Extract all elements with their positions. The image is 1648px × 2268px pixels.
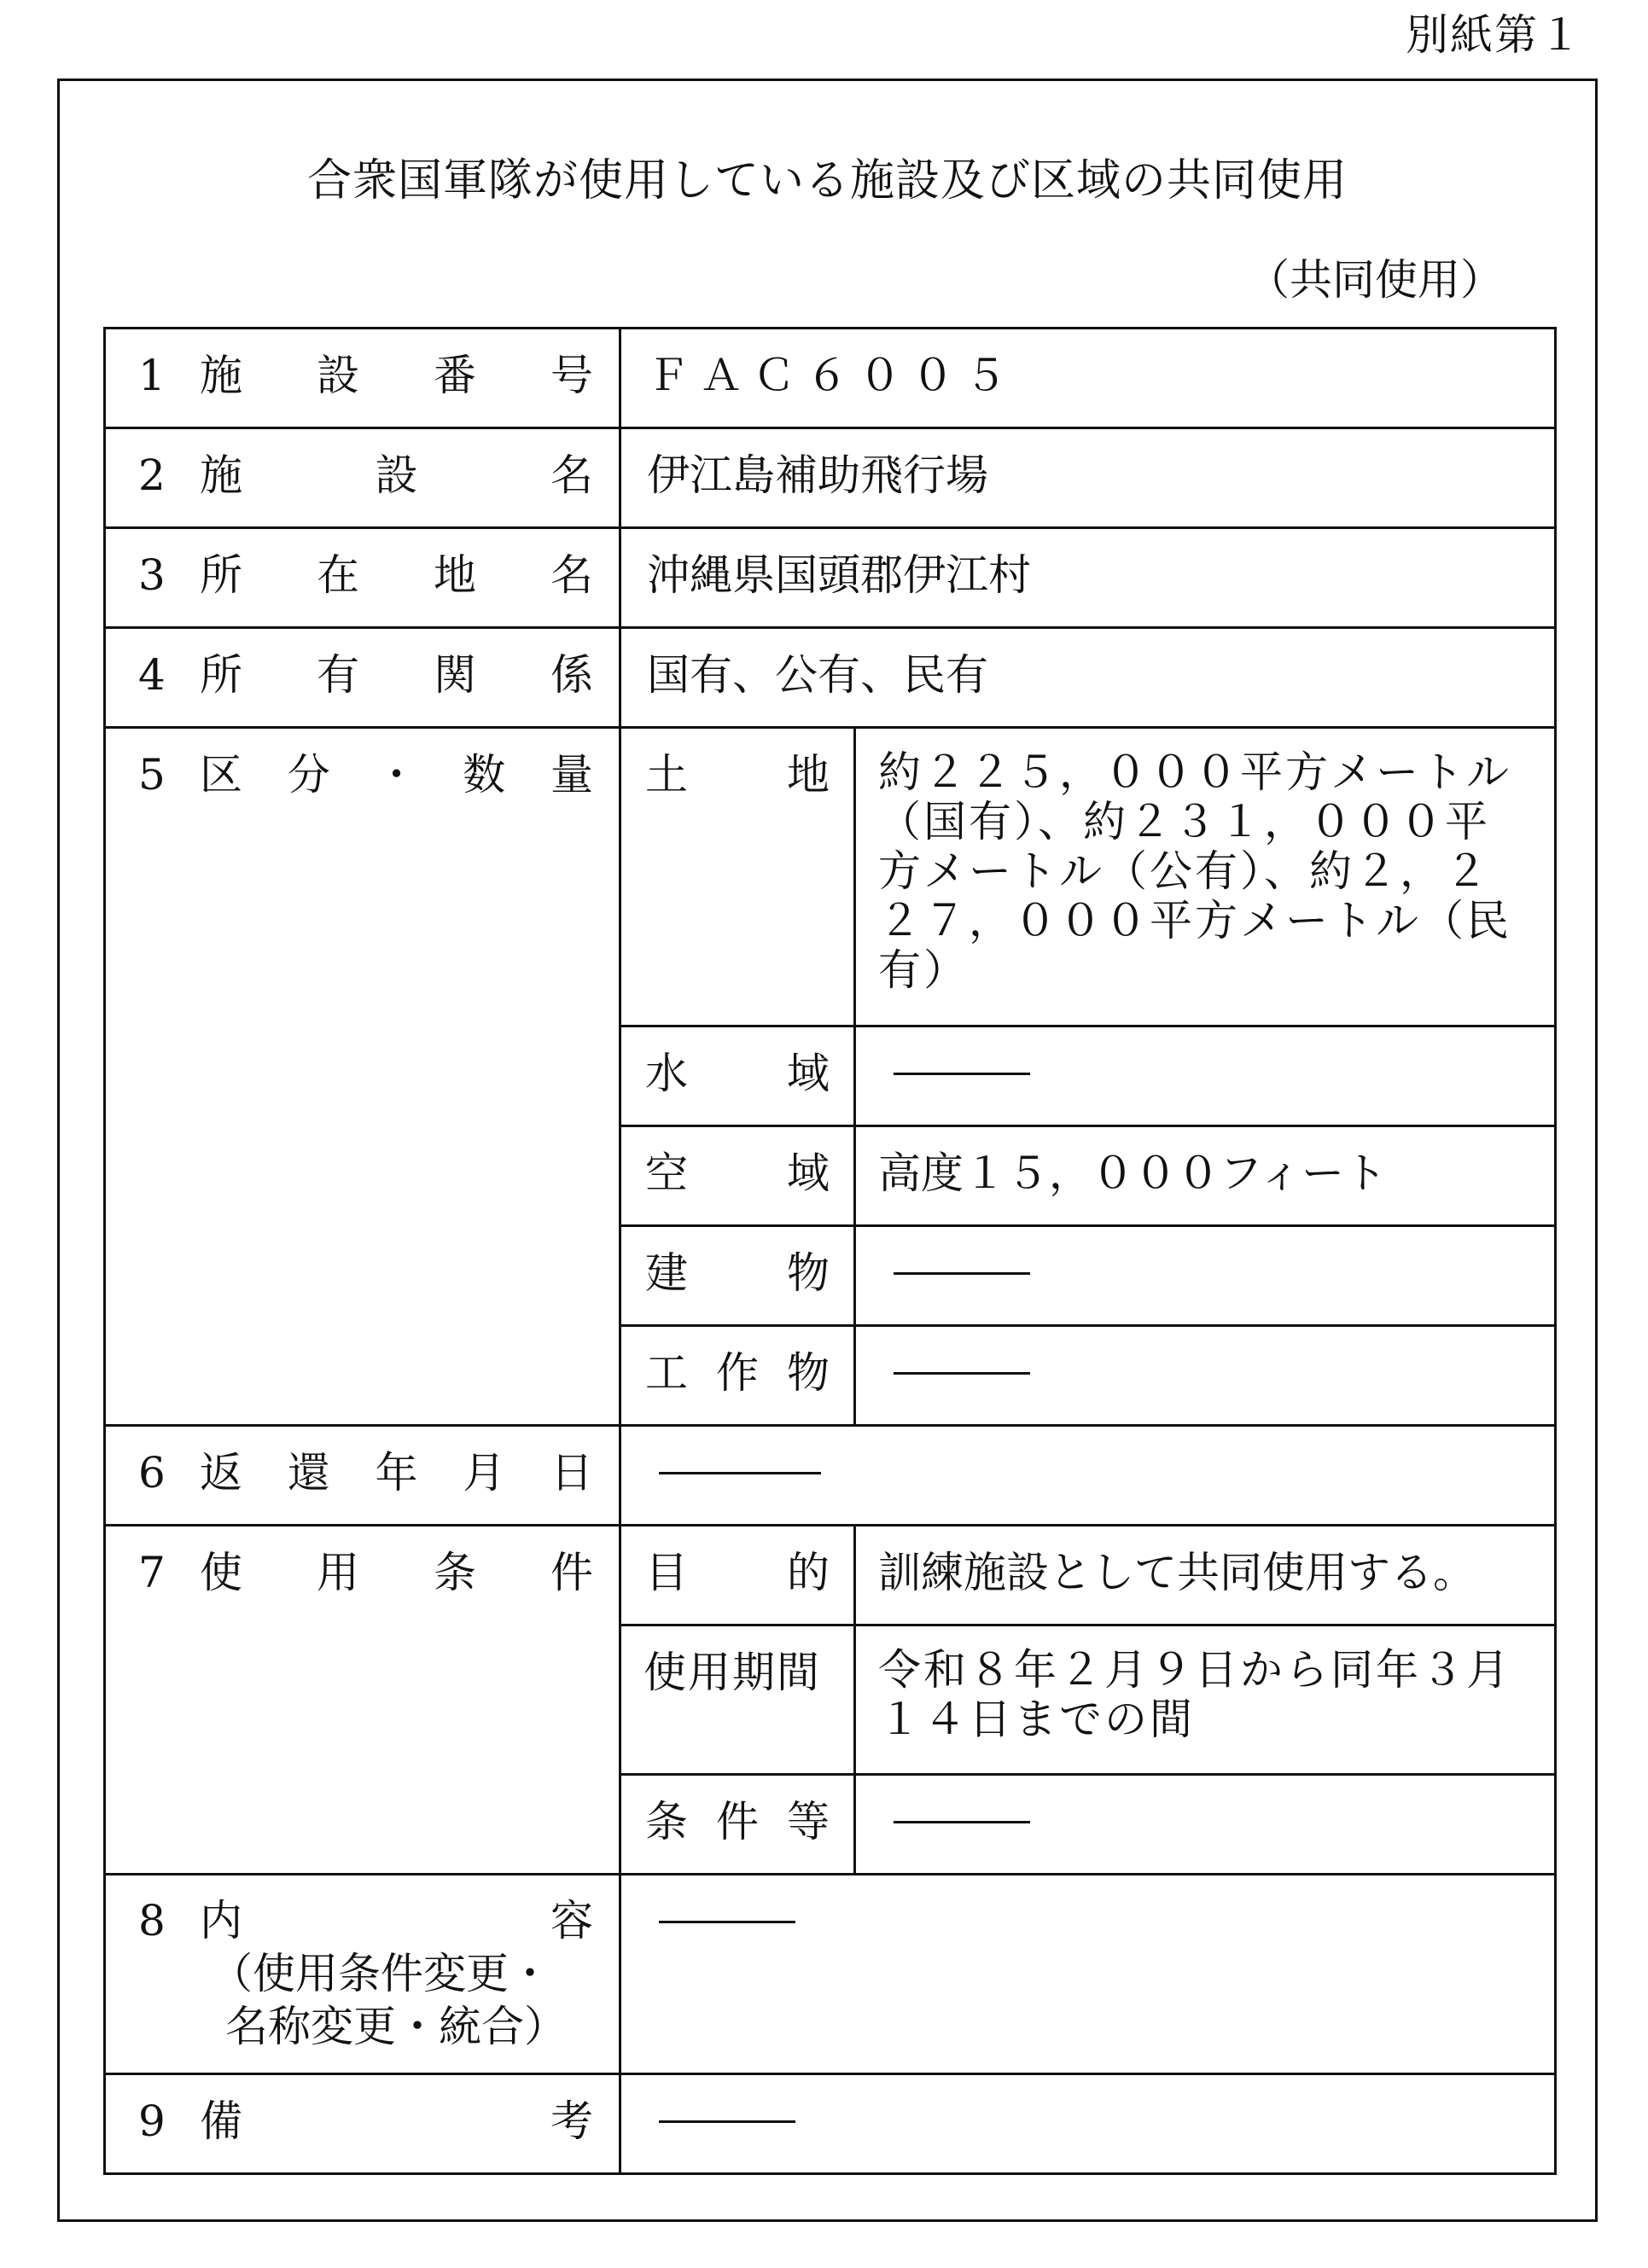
dash-line [659, 2120, 795, 2123]
value-cell [855, 1625, 1556, 1775]
location-value: 沖縄県国頭郡伊江村 [647, 550, 1031, 600]
dash-line [894, 1073, 1030, 1075]
label-char: 物 [787, 1348, 830, 1398]
label-char: 有 [317, 650, 359, 700]
label-char: 分 [287, 750, 330, 800]
value-cell [620, 329, 1556, 428]
label-char: 作 [716, 1348, 759, 1398]
label-char: 号 [550, 351, 593, 400]
dash-line [659, 1921, 795, 1923]
label-char: 目 [645, 1548, 688, 1597]
label-char: 域 [787, 1149, 830, 1198]
row-location [105, 528, 1556, 628]
usage-period-value: 令和８年２月９日から同年３月１４日までの間 [878, 1645, 1511, 1744]
label-char: 区 [200, 750, 242, 800]
label-char: 等 [787, 1797, 830, 1846]
label-char: 名 [550, 550, 593, 600]
row-content [105, 1875, 1556, 2074]
facility-table [103, 327, 1557, 2175]
row-facility-name [105, 428, 1556, 528]
label-char: 係 [550, 650, 593, 700]
label-char: 地 [434, 550, 476, 600]
label-char: 建 [645, 1248, 688, 1298]
content-sub-label: （使用条件変更・名称変更・統合） [210, 1949, 567, 2051]
value-cell [855, 1526, 1556, 1625]
label-char: 的 [787, 1548, 830, 1597]
row-number: 4 [138, 650, 166, 700]
value-cell [620, 528, 1556, 628]
label-char: 工 [645, 1348, 688, 1398]
label-cell [105, 1875, 620, 2074]
row-number: 1 [138, 351, 166, 400]
value-cell [855, 1126, 1556, 1226]
sub-label-cell [620, 1026, 855, 1126]
attachment-label: 別紙第１ [1406, 10, 1583, 60]
label-char: 返 [200, 1448, 242, 1497]
row-number: 3 [138, 550, 166, 600]
label-char: 域 [787, 1049, 830, 1098]
value-cell [620, 628, 1556, 728]
value-cell [855, 728, 1556, 1026]
label-cell [105, 1526, 620, 1875]
label-char: 条 [645, 1797, 688, 1846]
label-char: 件 [550, 1548, 593, 1597]
sub-label-cell [620, 1526, 855, 1625]
label-char: 条 [434, 1548, 476, 1597]
land-value: 約２２５，０００平方メートル（国有）、約２３１，０００平方メートル（公有）、約２，２２７，０００平方メートル（民有） [878, 747, 1511, 995]
label-char: 日 [550, 1448, 593, 1497]
dash-line [659, 1472, 821, 1474]
label-char: 在 [317, 550, 359, 600]
label-char: 月 [463, 1448, 506, 1497]
sub-label-cell [620, 1226, 855, 1326]
usage-period-label: 使用期間 [643, 1648, 821, 1697]
label-char: ・ [375, 750, 418, 800]
label-char: 還 [287, 1448, 330, 1497]
row-facility-number [105, 329, 1556, 428]
row-ownership [105, 628, 1556, 728]
label-char: 設 [317, 351, 359, 400]
document-subtitle: （共同使用） [1247, 255, 1503, 305]
label-cell [105, 2074, 620, 2174]
label-char: 関 [434, 650, 476, 700]
sub-label-cell [620, 728, 855, 1026]
row-remarks [105, 2074, 1556, 2174]
label-char: 設 [375, 451, 418, 500]
label-char: 水 [645, 1049, 688, 1098]
label-char: 施 [200, 451, 242, 500]
label-cell [105, 528, 620, 628]
value-cell [620, 1875, 1556, 2074]
row-classification-land [105, 728, 1556, 1026]
label-char: 考 [550, 2096, 593, 2146]
label-char: 名 [550, 451, 593, 500]
label-char: 使 [200, 1548, 242, 1597]
dash-line [894, 1372, 1030, 1375]
row-number: 9 [138, 2096, 166, 2146]
value-cell [620, 1426, 1556, 1526]
label-char: 施 [200, 351, 242, 400]
value-cell [855, 1775, 1556, 1875]
row-number: 7 [138, 1548, 166, 1597]
sub-label-cell [620, 1326, 855, 1426]
label-char: 容 [550, 1896, 593, 1945]
value-cell [855, 1026, 1556, 1126]
label-char: 所 [200, 650, 242, 700]
row-number: 2 [138, 451, 166, 500]
label-char: 土 [645, 750, 688, 800]
purpose-value: 訓練施設として共同使用する。 [878, 1548, 1476, 1597]
label-char: 番 [434, 351, 476, 400]
row-purpose [105, 1526, 1556, 1625]
dash-line [894, 1821, 1030, 1823]
label-char: 内 [200, 1896, 242, 1945]
label-cell [105, 428, 620, 528]
label-cell [105, 329, 620, 428]
label-cell [105, 728, 620, 1426]
label-char: 件 [716, 1797, 759, 1846]
label-char: 用 [317, 1548, 359, 1597]
facility-number-value: ＦＡＣ６００５ [647, 351, 1017, 400]
label-char: 空 [645, 1149, 688, 1198]
row-number: 8 [138, 1896, 166, 1945]
sub-label-cell [620, 1126, 855, 1226]
label-char: 年 [375, 1448, 418, 1497]
label-char: 備 [200, 2096, 242, 2146]
document-title: 合衆国軍隊が使用している施設及び区域の共同使用 [306, 155, 1348, 206]
row-number: 5 [138, 750, 166, 800]
value-cell [620, 428, 1556, 528]
ownership-value: 国有、公有、民有 [647, 650, 988, 700]
label-cell [105, 628, 620, 728]
airspace-value: 高度１５，０００フィート [878, 1149, 1387, 1198]
label-char: 量 [550, 750, 593, 800]
value-cell [855, 1226, 1556, 1326]
row-return-date [105, 1426, 1556, 1526]
value-cell [855, 1326, 1556, 1426]
row-number: 6 [138, 1448, 166, 1497]
label-char: 所 [200, 550, 242, 600]
label-char: 地 [787, 750, 830, 800]
label-char: 物 [787, 1248, 830, 1298]
dash-line [894, 1272, 1030, 1275]
value-cell [620, 2074, 1556, 2174]
sub-label-cell [620, 1625, 855, 1775]
label-char: 数 [463, 750, 506, 800]
label-cell [105, 1426, 620, 1526]
sub-label-cell [620, 1775, 855, 1875]
facility-name-value: 伊江島補助飛行場 [647, 451, 988, 500]
